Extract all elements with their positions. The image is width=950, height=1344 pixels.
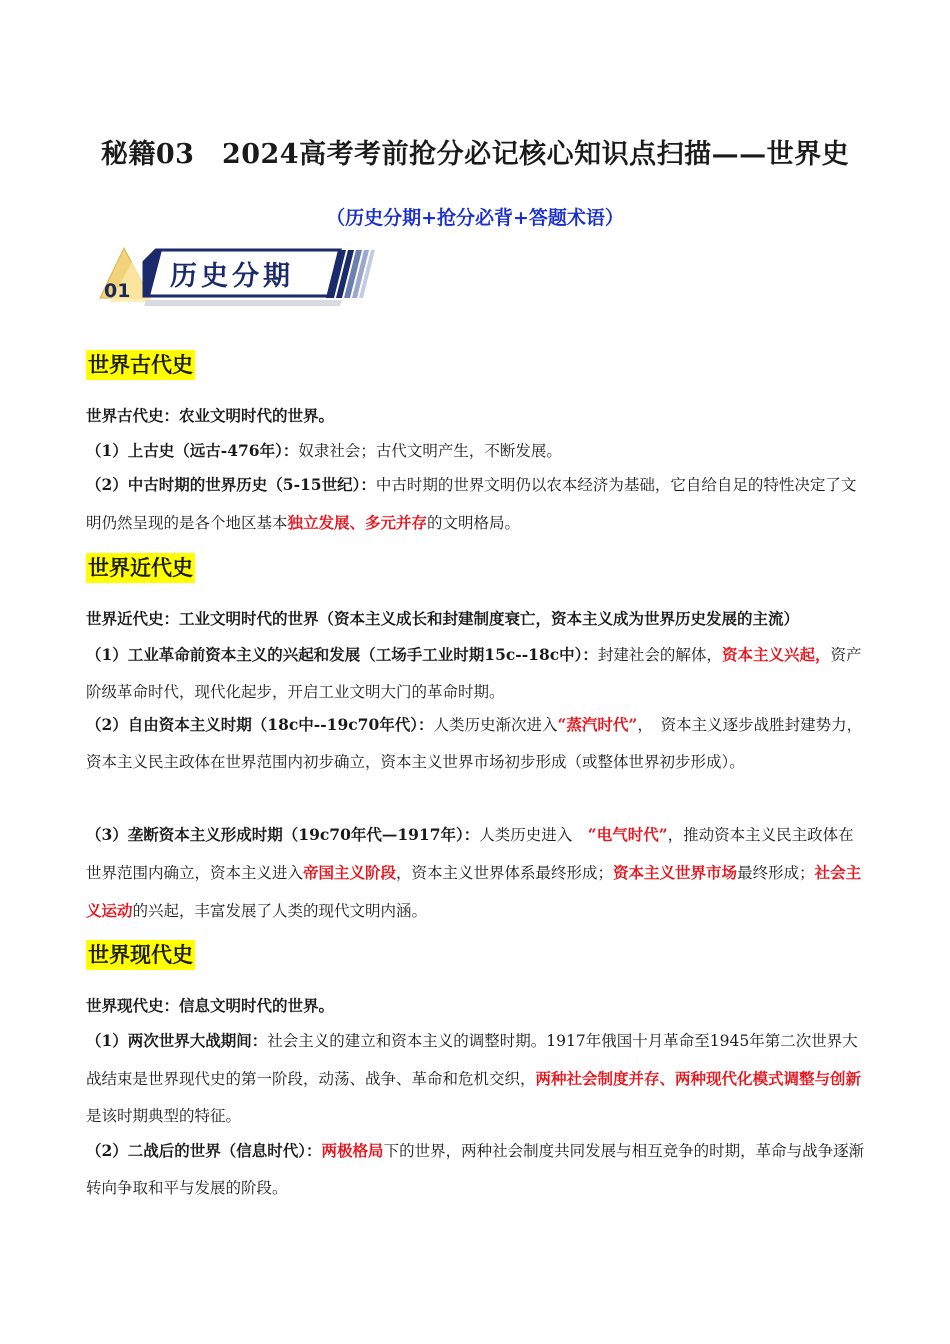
highlight-text: “蒸汽时代” (557, 715, 638, 734)
banner-label: 历史分期 (170, 261, 294, 292)
paragraph-ancient-1 (86, 432, 866, 470)
item-label: （2）自由资本主义时期（18c中--19c70年代）： (86, 715, 434, 734)
item-text: 的兴起，丰富发展了人类的现代文明内涵。 (132, 902, 428, 920)
item-text: 是该时期典型的特征。 (86, 1107, 242, 1125)
item-label: （1）两次世界大战期间： (86, 1031, 268, 1050)
item-text: 下的世界，两种社会制度共同发展与相互竞争的时期，革命与战争逐渐转向争取和平与发展的阶段。 (86, 1142, 865, 1197)
highlight-text: “电气时代” (587, 825, 668, 844)
highlight-text: 两种社会制度并存、两种现代化模式调整与创新 (535, 1069, 862, 1088)
highlight-text: 帝国主义阶段 (303, 863, 397, 882)
paragraph-contemporary-2 (86, 1132, 866, 1207)
section-heading-ancient: 世界古代史 (86, 350, 195, 380)
item-text: 人类历史渐次进入 (433, 716, 558, 734)
item-text: ，资本主义世界体系最终形成； (396, 864, 614, 882)
item-text: 人类历史进入 (479, 826, 588, 844)
section-heading-contemporary: 世界现代史 (86, 940, 195, 970)
section-heading-modern-early: 世界近代史 (86, 553, 195, 583)
item-text: ， 资本主义逐步战胜封建势力，资本主义民主政体在世界范围内初步确立，资本主义世界市场初步形成（或整体世界初步形成）。 (86, 716, 863, 771)
item-text: 封建社会的解体， (597, 646, 722, 664)
section-intro-contemporary: 世界现代史：信息文明时代的世界。 (86, 996, 335, 1015)
highlight-text: 两极格局 (321, 1141, 384, 1160)
paragraph-contemporary-1 (86, 1022, 866, 1135)
item-text: 最终形成； (737, 864, 815, 882)
item-label: （3）垄断资本主义形成时期（19c70年代—1917年）： (86, 825, 480, 844)
section-banner (92, 240, 392, 318)
paragraph-modern-early-2 (86, 706, 866, 781)
item-text: 中古时期的世界文明仍以农本经济为基础，它自给自足的特性决定了文明仍然呈现的是各个地区基本 (86, 476, 857, 532)
paragraph-ancient-2 (86, 466, 866, 542)
highlight-text: 社会主义运动 (86, 863, 862, 920)
banner-number: 01 (104, 280, 131, 302)
item-text: 资产阶级革命时代，现代化起步，开启工业文明大门的革命时期。 (86, 646, 862, 701)
item-text: 奴隶社会；古代文明产生，不断发展。 (298, 442, 562, 460)
section-intro-modern-early: 世界近代史：工业文明时代的世界（资本主义成长和封建制度衰亡，资本主义成为世界历史发展的主流） (86, 609, 800, 628)
item-text: 的文明格局。 (427, 514, 521, 532)
highlight-text: 资本主义世界市场 (613, 863, 738, 882)
document-subtitle: （历史分期+抢分必背+答题术语） (326, 207, 624, 229)
item-label: （1）上古史（远古-476年）： (86, 441, 299, 460)
paragraph-modern-early-1 (86, 636, 866, 711)
banner-graphic (92, 240, 392, 318)
highlight-text: 资本主义兴起， (721, 645, 831, 664)
document-title: 秘籍03 2024高考考前抢分必记核心知识点扫描——世界史 (100, 139, 850, 170)
item-text: ，推动资本主义民主政体在世界范围内确立，资本主义进入 (86, 826, 854, 882)
item-text: 社会主义的建立和资本主义的调整时期。1917年俄国十月革命至1945年第二次世界大战结束是世界现代史的第一阶段，动荡、战争、革命和危机交织， (86, 1032, 858, 1088)
item-label: （2）中古时期的世界历史（5-15世纪）： (86, 475, 376, 494)
section-intro-ancient: 世界古代史：农业文明时代的世界。 (86, 406, 335, 425)
item-label: （2）二战后的世界（信息时代）： (86, 1141, 322, 1160)
item-label: （1）工业革命前资本主义的兴起和发展（工场手工业时期15c--18c中）： (86, 645, 598, 664)
highlight-text: 独立发展、多元并存 (287, 513, 428, 532)
paragraph-modern-early-3 (86, 816, 866, 930)
